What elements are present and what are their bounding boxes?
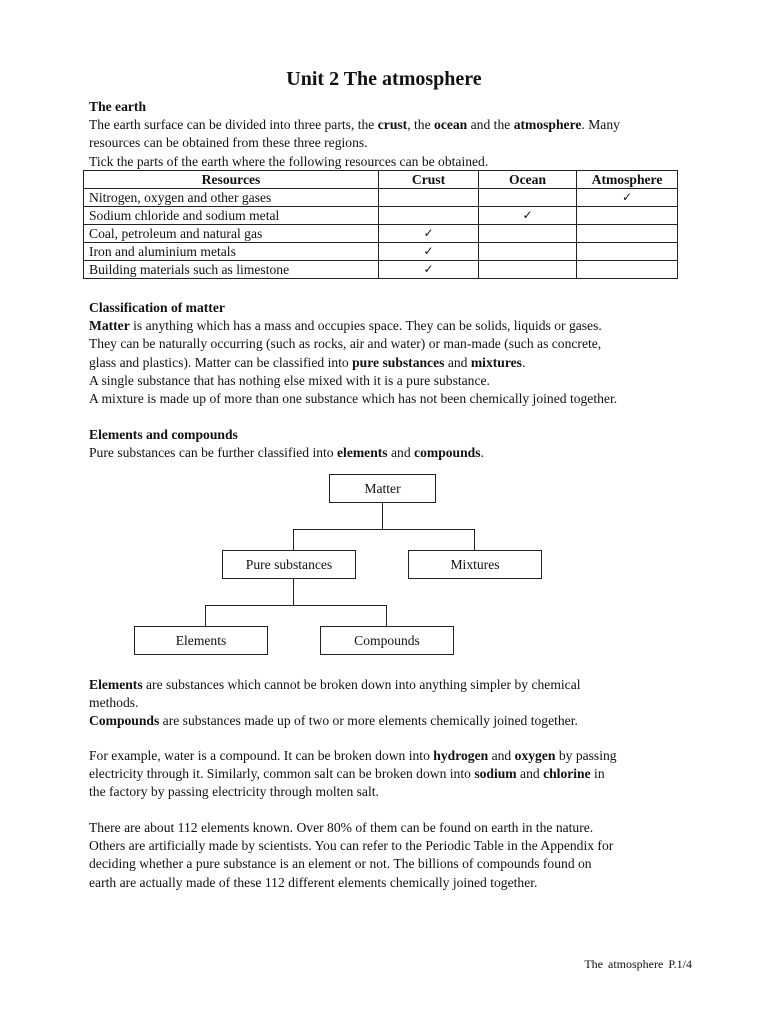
- connector-to-elements: [205, 605, 206, 626]
- resource-cell: Coal, petroleum and natural gas: [84, 225, 379, 243]
- resource-cell: Nitrogen, oxygen and other gases: [84, 189, 379, 207]
- compounds-definition: [89, 712, 689, 730]
- header-crust: Crust: [379, 171, 479, 189]
- classification-line-4: A single substance that has nothing else mixed with it is a pure substance.: [89, 372, 490, 388]
- atmosphere-cell: [577, 225, 678, 243]
- elements-known-line-4: earth are actually made of these 112 different elements chemically joined together.: [89, 874, 538, 890]
- mixtures-term: mixtures: [470, 354, 522, 370]
- connector-matter-down: [382, 502, 383, 529]
- classification-line-2: They can be naturally occurring (such as rocks, air and water) or man-made (such as concrete,: [89, 336, 602, 352]
- earth-heading: The earth: [89, 99, 147, 114]
- crust-cell: ✓: [379, 261, 479, 279]
- example-text-3: by passing: [555, 748, 617, 763]
- table-row: [84, 225, 678, 243]
- matter-term: Matter: [89, 318, 130, 334]
- elements-known-section: [89, 819, 689, 892]
- elements-term: elements: [337, 445, 388, 461]
- resources-table: [83, 170, 678, 279]
- crust-cell: ✓: [379, 243, 479, 261]
- earth-intro-line-2: resources can be obtained from these three regions.: [89, 135, 368, 151]
- definitions-section: [89, 676, 689, 731]
- earth-sep-1: , the: [407, 117, 435, 133]
- connector-to-pure: [293, 529, 294, 550]
- ocean-cell: [479, 225, 577, 243]
- example-line-3: the factory by passing electricity through molten salt.: [89, 784, 379, 800]
- classification-text-1: is anything which has a mass and occupies space. They can be solids, liquids or gases.: [129, 318, 602, 334]
- node-elements: Elements: [134, 626, 268, 655]
- page-title: Unit 2 The atmosphere: [286, 68, 482, 90]
- node-matter: Matter: [329, 474, 436, 503]
- ocean-cell: ✓: [479, 207, 577, 225]
- resource-cell: Sodium chloride and sodium metal: [84, 207, 379, 225]
- classification-heading: Classification of matter: [89, 300, 225, 315]
- classification-text-3c: .: [521, 354, 526, 370]
- crust-cell: ✓: [379, 225, 479, 243]
- atmosphere-cell: [577, 243, 678, 261]
- table-header-row: [84, 171, 678, 189]
- elements-compounds-line: [89, 444, 689, 462]
- earth-instruction: Tick the parts of the earth where the following resources can be obtained.: [89, 153, 489, 169]
- classification-text-3a: glass and plastics). Matter can be classified into: [89, 354, 353, 370]
- node-pure-substances: Pure substances: [222, 550, 356, 579]
- example-line-1: [89, 747, 689, 765]
- ocean-cell: [479, 261, 577, 279]
- elements-compounds-section: [89, 426, 689, 462]
- crust-term: crust: [377, 117, 408, 133]
- classification-line-3: [89, 354, 689, 372]
- example-text-2: and: [488, 748, 515, 763]
- crust-cell: [379, 189, 479, 207]
- atmosphere-term: atmosphere: [513, 117, 582, 133]
- ec-text-b: and: [387, 445, 415, 461]
- resource-cell: Iron and aluminium metals: [84, 243, 379, 261]
- ocean-term: ocean: [434, 117, 468, 133]
- connector-level-1: [293, 529, 475, 530]
- compounds-def-term: Compounds: [89, 713, 160, 729]
- connector-to-compounds: [386, 605, 387, 626]
- chlorine-term: chlorine: [543, 766, 591, 782]
- crust-cell: [379, 207, 479, 225]
- table-row: [84, 261, 678, 279]
- compounds-term: compounds: [414, 445, 481, 461]
- resource-cell: Building materials such as limestone: [84, 261, 379, 279]
- connector-to-mixtures: [474, 529, 475, 550]
- node-compounds: Compounds: [320, 626, 454, 655]
- connector-pure-down: [293, 578, 294, 605]
- earth-intro-end: . Many: [581, 117, 620, 133]
- pure-substances-term: pure substances: [352, 354, 445, 370]
- elements-definition-line-1: [89, 676, 689, 694]
- atmosphere-cell: ✓: [577, 189, 678, 207]
- ocean-cell: [479, 243, 577, 261]
- oxygen-term: oxygen: [514, 748, 556, 763]
- earth-sep-2: and the: [467, 117, 514, 133]
- classification-text-3b: and: [444, 354, 471, 370]
- hydrogen-term: hydrogen: [433, 748, 489, 763]
- node-mixtures: Mixtures: [408, 550, 542, 579]
- classification-section: [89, 299, 689, 408]
- earth-intro-text: The earth surface can be divided into three parts, the: [89, 117, 378, 133]
- earth-intro-line-1: [89, 116, 689, 134]
- header-atmosphere: Atmosphere: [577, 171, 678, 189]
- header-ocean: Ocean: [479, 171, 577, 189]
- example-text-5: and: [516, 766, 544, 782]
- table-row: [84, 189, 678, 207]
- atmosphere-cell: [577, 207, 678, 225]
- elements-known-line-2: Others are artificially made by scientists. You can refer to the Periodic Table in the Appendix for: [89, 838, 614, 854]
- compounds-def-text: are substances made up of two or more elements chemically joined together.: [159, 713, 578, 729]
- example-section: [89, 747, 689, 802]
- elements-known-line-3: deciding whether a pure substance is an element or not. The billions of compounds found on: [89, 856, 592, 872]
- elements-definition-line-2: methods.: [89, 695, 139, 711]
- example-text-6: in: [590, 766, 605, 782]
- sodium-term: sodium: [474, 766, 517, 782]
- elements-compounds-heading: Elements and compounds: [89, 427, 238, 442]
- elements-known-line-1: There are about 112 elements known. Over 80% of them can be found on earth in the nature.: [89, 820, 594, 835]
- page-footer: The atmosphere P.1/4: [584, 957, 692, 971]
- ec-text-c: .: [480, 445, 484, 461]
- elements-def-text: are substances which cannot be broken down into anything simpler by chemical: [142, 677, 581, 692]
- atmosphere-cell: [577, 261, 678, 279]
- connector-level-2: [205, 605, 387, 606]
- example-line-2: [89, 765, 689, 783]
- example-text-4: electricity through it. Similarly, common salt can be broken down into: [89, 766, 475, 782]
- header-resources: Resources: [84, 171, 379, 189]
- classification-line-1: [89, 317, 689, 335]
- ocean-cell: [479, 189, 577, 207]
- table-row: [84, 243, 678, 261]
- earth-section: [89, 98, 689, 171]
- classification-line-5: A mixture is made up of more than one substance which has not been chemically joined together.: [89, 391, 618, 407]
- example-text-1: For example, water is a compound. It can be broken down into: [89, 748, 434, 763]
- elements-def-term: Elements: [89, 677, 143, 692]
- table-row: [84, 207, 678, 225]
- ec-text-a: Pure substances can be further classified into: [89, 445, 338, 461]
